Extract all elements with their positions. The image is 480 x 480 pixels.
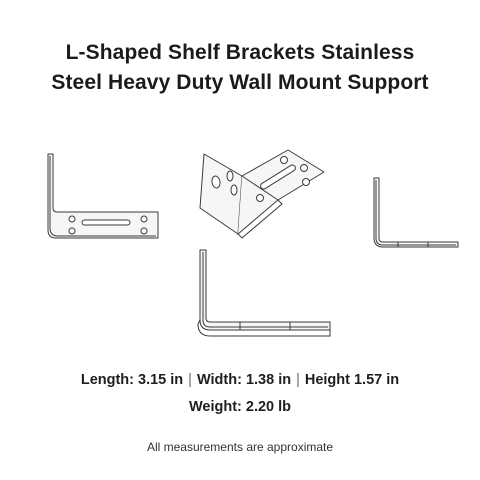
dimension-specs [0,370,480,390]
spec-separator: | [188,372,192,388]
title-line-1: L-Shaped Shelf Brackets Stainless [65,41,415,64]
spec-separator: | [296,372,300,388]
width-spec: Width: 1.38 in [196,372,292,388]
page-title [0,38,480,98]
weight-spec: Weight: 2.20 lb [188,399,292,415]
title-line-2: Steel Heavy Duty Wall Mount Support [51,71,429,94]
length-spec: Length: 3.15 in [80,372,184,388]
bracket-side-view-image [368,176,468,256]
bracket-illustrations [0,140,480,350]
bracket-perspective-view-image [192,146,332,241]
approximate-note: All measurements are approximate [146,440,334,454]
bracket-bottom-view-image [190,248,340,343]
specifications [0,370,480,417]
bracket-front-view-image [40,150,170,240]
height-spec: Height 1.57 in [304,372,400,388]
